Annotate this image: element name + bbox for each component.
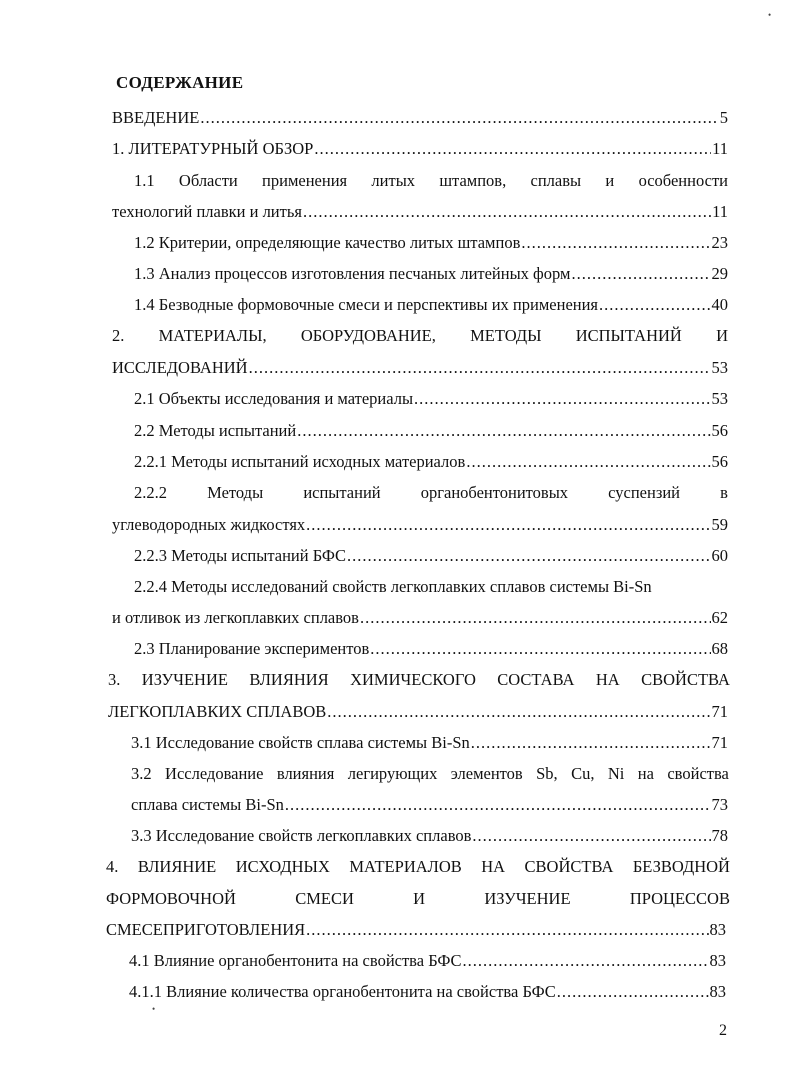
toc-entry-line2 xyxy=(106,886,730,912)
toc-entry[interactable] xyxy=(112,355,728,381)
toc-word: особенности xyxy=(638,171,728,190)
toc-entry[interactable] xyxy=(112,605,728,631)
toc-entry-page: 59 xyxy=(711,515,728,534)
toc-word: СМЕСИ xyxy=(295,889,354,908)
toc-word: легирующих xyxy=(347,764,438,783)
toc-entry-title: углеводородных жидкостях xyxy=(112,515,306,534)
toc-entry-title: 1.2 Критерии, определяющие качество литых штампов xyxy=(134,233,521,252)
toc-entry[interactable] xyxy=(129,979,726,1005)
toc-word: НА xyxy=(595,670,620,689)
toc-entry-title: ЛЕГКОПЛАВКИХ СПЛАВОВ xyxy=(108,702,327,721)
toc-entry-page: 68 xyxy=(711,639,728,658)
toc-entry[interactable] xyxy=(106,917,726,943)
toc-entry-page: 23 xyxy=(711,233,728,252)
toc-word: в xyxy=(720,483,728,502)
toc-entry-title: 1.3 Анализ процессов изготовления песчаных литейных форм xyxy=(134,264,571,283)
toc-word: ВЛИЯНИЯ xyxy=(249,670,329,689)
toc-entry[interactable] xyxy=(134,636,728,662)
toc-entry-line1 xyxy=(131,761,729,787)
toc-entry-line1 xyxy=(134,168,728,194)
toc-word: элементов xyxy=(450,764,523,783)
toc-word: свойства xyxy=(667,764,729,783)
toc-word: ПРОЦЕССОВ xyxy=(629,889,730,908)
toc-word: 2.2.2 xyxy=(134,483,167,502)
toc-entry-title: 3.3 Исследование свойств легкоплавких сплавов xyxy=(131,826,472,845)
toc-word: ИЗУЧЕНИЕ xyxy=(141,670,228,689)
page-number: 2 xyxy=(719,1022,727,1039)
toc-word: И xyxy=(413,889,426,908)
toc-word: ОБОРУДОВАНИЕ, xyxy=(300,326,436,345)
toc-entry-page: 78 xyxy=(711,826,728,845)
toc-word: 2. xyxy=(112,326,125,345)
toc-entry[interactable] xyxy=(134,261,728,287)
toc-word: СВОЙСТВА xyxy=(524,857,614,876)
toc-entry-page: 56 xyxy=(711,421,728,440)
toc-entry[interactable] xyxy=(112,199,728,225)
toc-entry-line1 xyxy=(112,323,728,349)
toc-entry[interactable] xyxy=(131,823,728,849)
toc-word: литых xyxy=(371,171,416,190)
toc-entry[interactable] xyxy=(134,292,728,318)
toc-entry-page: 60 xyxy=(711,546,728,565)
toc-word: Cu, xyxy=(571,764,595,783)
toc-entry[interactable] xyxy=(134,386,728,412)
toc-entry-page: 73 xyxy=(711,795,728,814)
toc-entry-title: 2.1 Объекты исследования и материалы xyxy=(134,389,414,408)
toc-word: влияния xyxy=(276,764,335,783)
toc-entry-title: и отливок из легкоплавких сплавов xyxy=(112,608,359,627)
toc-entry[interactable] xyxy=(134,543,728,569)
toc-word: ИСПЫТАНИЙ xyxy=(575,326,682,345)
toc-word: ИЗУЧЕНИЕ xyxy=(484,889,571,908)
toc-entry-page: 40 xyxy=(711,295,728,314)
toc-word: Области xyxy=(178,171,238,190)
scan-speck: • xyxy=(768,10,772,20)
toc-entry-line1 xyxy=(108,667,730,693)
toc-entry-page: 56 xyxy=(711,452,728,471)
toc-word: сплавы xyxy=(530,171,582,190)
toc-entry[interactable] xyxy=(112,105,728,131)
toc-word: МАТЕРИАЛОВ xyxy=(349,857,462,876)
toc-word: СВОЙСТВА xyxy=(641,670,730,689)
toc-word: штампов, xyxy=(439,171,507,190)
toc-word: Методы xyxy=(207,483,264,502)
toc-word: МЕТОДЫ xyxy=(470,326,542,345)
toc-word: и xyxy=(605,171,615,190)
toc-entry-page: 53 xyxy=(711,389,728,408)
scan-speck: • xyxy=(152,1004,156,1014)
toc-word: Исследование xyxy=(165,764,264,783)
toc-entry-page: 83 xyxy=(709,982,726,1001)
toc-entry-title: 4.1 Влияние органобентонита на свойства БФС xyxy=(129,951,462,970)
toc-entry-title: СМЕСЕПРИГОТОВЛЕНИЯ xyxy=(106,920,306,939)
toc-entry-page: 83 xyxy=(709,951,726,970)
toc-word: 3.2 xyxy=(131,764,152,783)
toc-entry-title: 2.3 Планирование экспериментов xyxy=(134,639,370,658)
toc-word: 1.1 xyxy=(134,171,155,190)
toc-entry-page: 62 xyxy=(711,608,728,627)
toc-entry-page: 29 xyxy=(711,264,728,283)
toc-entry-title: 3.1 Исследование свойств сплава системы Bi-Sn xyxy=(131,733,470,752)
toc-entry[interactable] xyxy=(129,948,726,974)
toc-entry-page: 83 xyxy=(709,920,726,939)
toc-entry-title: ИССЛЕДОВАНИЙ xyxy=(112,358,248,377)
toc-word: БЕЗВОДНОЙ xyxy=(632,857,730,876)
toc-entry[interactable] xyxy=(134,230,728,256)
toc-word: И xyxy=(716,326,728,345)
toc-word: суспензий xyxy=(608,483,681,502)
toc-entry-title: 1.4 Безводные формовочные смеси и перспективы их применения xyxy=(134,295,599,314)
toc-entry[interactable] xyxy=(131,730,728,756)
toc-word: ХИМИЧЕСКОГО xyxy=(350,670,476,689)
toc-entry-title: 2.2 Методы испытаний xyxy=(134,421,297,440)
toc-word: Ni xyxy=(607,764,625,783)
toc-entry-title: 1. ЛИТЕРАТУРНЫЙ ОБЗОР xyxy=(112,139,314,158)
toc-word: применения xyxy=(262,171,348,190)
toc-entry[interactable] xyxy=(131,792,728,818)
toc-word: 4. xyxy=(106,857,119,876)
toc-entry[interactable] xyxy=(108,699,728,725)
toc-entry[interactable] xyxy=(112,136,728,162)
toc-entry-page: 53 xyxy=(711,358,728,377)
toc-entry-title: сплава системы Bi-Sn xyxy=(131,795,284,814)
toc-word: Sb, xyxy=(536,764,558,783)
toc-word: НА xyxy=(481,857,506,876)
toc-entry-page: 71 xyxy=(711,702,728,721)
toc-word: ФОРМОВОЧНОЙ xyxy=(106,889,236,908)
toc-heading: СОДЕРЖАНИЕ xyxy=(116,73,244,92)
toc-entry-page: 11 xyxy=(712,202,728,221)
toc-entry-title: 2.2.3 Методы испытаний БФС xyxy=(134,546,346,565)
toc-word: на xyxy=(637,764,654,783)
toc-entry-line1 xyxy=(134,480,728,506)
toc-word: 3. xyxy=(108,670,121,689)
toc-word: ВЛИЯНИЕ xyxy=(137,857,217,876)
toc-word: МАТЕРИАЛЫ, xyxy=(158,326,267,345)
toc-entry-page: 11 xyxy=(712,139,728,158)
toc-word: органобентонитовых xyxy=(420,483,569,502)
toc-entry-title: 4.1.1 Влияние количества органобентонита на свойства БФС xyxy=(129,982,556,1001)
toc-entry[interactable] xyxy=(134,449,728,475)
toc-entry-title: 2.2.1 Методы испытаний исходных материалов xyxy=(134,452,466,471)
toc-entry-line1 xyxy=(106,854,730,880)
toc-word: испытаний xyxy=(303,483,381,502)
toc-entry-line1: 2.2.4 Методы исследований свойств легкоплавких сплавов системы Bi-Sn xyxy=(134,577,652,596)
toc-entry-title: технологий плавки и литья xyxy=(112,202,302,221)
toc-entry-title: ВВЕДЕНИЕ xyxy=(112,108,200,127)
toc-entry[interactable] xyxy=(134,418,728,444)
toc-entry[interactable] xyxy=(112,512,728,538)
toc-entry-page: 71 xyxy=(711,733,728,752)
toc-word: СОСТАВА xyxy=(497,670,575,689)
toc-word: ИСХОДНЫХ xyxy=(235,857,330,876)
toc-entry-page: 5 xyxy=(719,108,728,127)
